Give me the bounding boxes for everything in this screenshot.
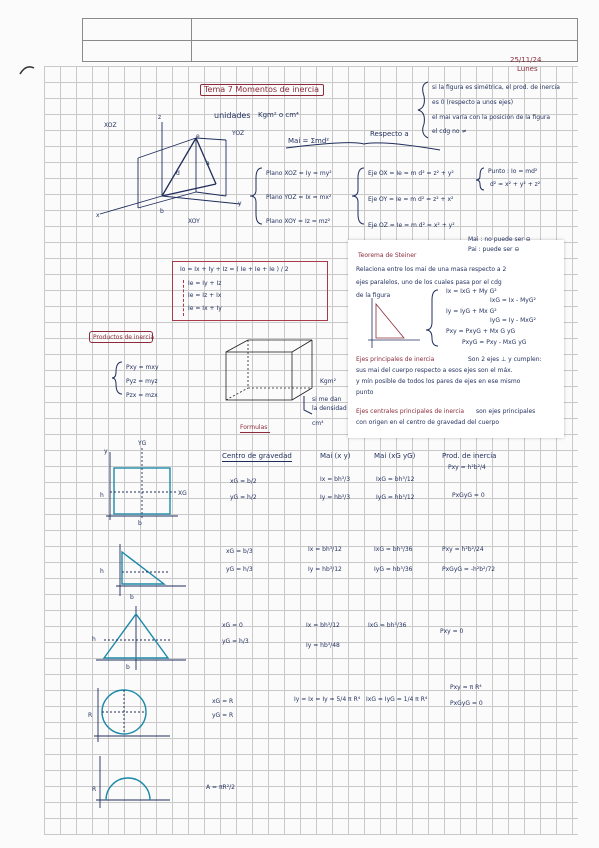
rect-cg-x: xG = b/2: [230, 478, 257, 485]
rect-mai-x: Ix = bh³/3: [320, 476, 351, 483]
mai-negative-note: Mai : no puede ser ⊖: [468, 236, 531, 243]
plane-xoz: Plano XOZ = Iy = my²: [266, 170, 332, 177]
steiner-brace: [426, 290, 438, 346]
itri-cg-x: xG = 0: [222, 622, 243, 629]
fig-label-b: b: [160, 208, 164, 215]
principal-axes-label: Ejes principales de inercia: [356, 356, 435, 363]
rtri-mai-y: Iy = hb³/12: [308, 566, 342, 573]
fig-label-z: z: [158, 114, 162, 121]
respecto-label: Respecto a: [370, 130, 409, 138]
itri-prod-1: Pxy = 0: [440, 628, 464, 635]
note-2: es 0 (respecto a unos ejes): [432, 99, 514, 106]
steiner-figure: [368, 298, 420, 348]
inertia-eq-2: Ie = Iy + Iz: [188, 280, 222, 287]
weekday: Lunes: [517, 65, 538, 73]
table-header-mai: Mai (x y): [320, 452, 351, 460]
steiner-formula-4: IyG = Iy - MxG²: [490, 317, 536, 324]
axis-y: [162, 196, 240, 204]
central-axes-text-2: con origen en el centro de gravedad del cuerpo: [356, 419, 500, 426]
rtri-cg-y: yG = h/3: [226, 566, 253, 573]
rtri-mai-x: Ix = bh³/12: [308, 546, 342, 553]
circle-prod-2: PxGyG = 0: [450, 700, 483, 707]
fig-label-e: e: [196, 133, 200, 140]
rtri-cg-x: xG = b/3: [226, 548, 253, 555]
steiner-text-3: de la figura: [356, 292, 391, 299]
product-pxy: Pxy = mxy: [126, 364, 159, 371]
rect-maig-x: IxG = bh³/12: [376, 476, 415, 483]
principal-axes-text-2: sus mai del cuerpo respecto a esos ejes son el máx.: [356, 367, 513, 374]
itri-mai-x: Ix = bh³/12: [306, 622, 340, 629]
box-units: Kgm²: [320, 378, 336, 385]
fig-label-y: y: [238, 200, 242, 207]
semicircle-figure: [96, 756, 170, 808]
rtri-label-h: h: [100, 568, 104, 575]
plane-xoy: Plano XOY = Iz = mz²: [266, 218, 331, 225]
product-pyz: Pyz = myz: [126, 378, 158, 385]
rect-cg-y: yG = h/2: [230, 494, 257, 501]
rect-mai-y: Iy = hb³/3: [320, 494, 351, 501]
itri-cg-y: yG = h/3: [222, 638, 249, 645]
point-brace: [476, 168, 484, 190]
fig-label-xoy: XOY: [188, 218, 200, 225]
axes-brace: [352, 168, 364, 224]
steiner-formula-2: IxG = Ix - MyG²: [490, 297, 536, 304]
note-4: el cdg no ≠: [432, 128, 467, 135]
rect-maig-y: IyG = hb³/12: [376, 494, 415, 501]
rect-label-xg: XG: [178, 490, 187, 497]
axis-x: [100, 196, 162, 214]
circle-mai: Iy = Ix = Iy = 5/4 π R⁴: [294, 696, 361, 703]
respecto-brace: [286, 143, 440, 150]
inertia-eq-3: Ie = Iz + Ix: [188, 292, 222, 299]
fig-label-xoz: XOZ: [104, 122, 117, 129]
fig-label-a: a: [206, 160, 210, 167]
isosceles-triangle-figure: [96, 606, 186, 670]
note-1: si la figura es simétrica, el prod. de inercia: [432, 84, 560, 91]
principal-axes-text-3: y mín posible de todos los pares de ejes en ese mismo: [356, 378, 521, 385]
principal-axes-text-1: Son 2 ejes ⊥ y cumplen:: [468, 356, 542, 363]
itri-maig-x: IxG = bh³/36: [368, 622, 407, 629]
circle-cg-x: xG = R: [212, 698, 234, 705]
central-axes-text-1: son ejes principales: [476, 408, 536, 415]
rect-label-h: h: [100, 492, 104, 499]
rectangle-figure: [106, 448, 178, 520]
steiner-formula-1: Ix = IxG + My G²: [446, 288, 497, 295]
principal-axes-text-4: punto: [356, 389, 374, 396]
rtri-maig-x: IxG = bh³/36: [374, 546, 413, 553]
point-formula-2: d² = x² + y² + z²: [490, 181, 541, 188]
fig-label-x: x: [96, 212, 100, 219]
notes-brace: [418, 82, 428, 138]
point-formula-1: Punto : Io = md²: [488, 168, 538, 175]
table-header-prod: Prod. de inercia: [442, 452, 497, 460]
steiner-formula-3: Iy = IyG + Mx G²: [446, 308, 497, 315]
productos-heading: Productos de inercia: [93, 334, 155, 341]
formulas-label: Formulas: [240, 424, 268, 431]
circle-prod-1: Pxy = π R⁴: [450, 684, 482, 691]
itri-label-b: b: [126, 664, 130, 671]
table-header-cg: Centro de gravedad: [222, 452, 292, 460]
pai-negative-note: Pai : puede ser ⊖: [468, 246, 520, 253]
semi-label-r: R: [92, 786, 97, 793]
semicircle-area: A = πR²/2: [206, 784, 235, 791]
circle-label-r: R: [88, 712, 93, 719]
note-3: el mai varía con la posición de la figura: [432, 114, 551, 121]
rect-label-y: y: [104, 448, 108, 455]
axis-oz: Eje OZ = Ie = m d² = x² + y²: [368, 222, 455, 229]
product-brace: [112, 362, 122, 394]
box-note-2: la densidad: [312, 405, 347, 412]
fig-label-d: d: [176, 170, 180, 177]
axis-ox: Eje OX = Ie = m d² = z² + y²: [368, 170, 454, 177]
inertia-eq-1: Io = Ix + Iy + Iz = ( Ie + Ie + Ie ) / 2: [180, 266, 289, 273]
central-axes-label: Ejes centrales principales de inercia: [356, 408, 464, 415]
rtri-maig-y: IyG = hb³/36: [374, 566, 413, 573]
units-label: unidades: [214, 111, 251, 120]
rect-prod-2: PxGyG = 0: [452, 492, 485, 499]
rect-prod-1: Pxy = h²b²/4: [448, 464, 486, 471]
units-value: Kgm² o cm⁴: [258, 111, 299, 119]
inertia-eq-4: Ie = Ix + Iy: [188, 305, 222, 312]
product-pzx: Pzx = mzx: [126, 392, 158, 399]
axis-oy: Eje OY = Ie = m d² = z² + x²: [368, 196, 454, 203]
axes-3d-figure: [100, 122, 240, 214]
circle-figure: [94, 688, 170, 742]
date: 25/11/24: [510, 56, 542, 64]
rect-label-b: b: [138, 520, 142, 527]
steiner-heading: Teorema de Steiner: [358, 252, 417, 259]
table-header-maig: Mai (xG yG): [374, 452, 416, 460]
itri-mai-y: Iy = hb³/48: [306, 642, 340, 649]
steiner-formula-5: Pxy = PxyG + Mx G yG: [446, 328, 516, 335]
steiner-text-1: Relaciona entre los mai de una masa respecto a 2: [356, 266, 507, 273]
rtri-prod-2: PxGyG = -h²b²/72: [442, 566, 496, 573]
density-arrow: [304, 396, 312, 414]
box-note-3: cm⁴: [312, 420, 324, 427]
fig-label-yoz: YOZ: [232, 130, 245, 137]
ring-hole-mark: [20, 67, 34, 74]
circle-maig: IxG = IyG = 1/4 π R⁴: [366, 696, 428, 703]
right-triangle-figure: [116, 544, 186, 596]
rtri-label-b: b: [130, 594, 134, 601]
rect-label-yg: YG: [138, 440, 147, 447]
box-note-1: si me dan: [312, 396, 342, 403]
circle-cg-y: yG = R: [212, 712, 234, 719]
mai-definition: Mai = Σmd²: [288, 137, 330, 145]
page-title: Tema 7 Momentos de inercia: [204, 85, 320, 94]
steiner-text-2: ejes paralelos, uno de los cuales pasa por el cdg: [356, 279, 502, 286]
box-3d-figure: [226, 340, 312, 400]
planes-brace: [250, 168, 262, 224]
plane-yoz: Plano YOZ = Ix = mx²: [266, 194, 332, 201]
itri-label-h: h: [92, 636, 96, 643]
steiner-formula-6: PxyG = Pxy - MxG yG: [462, 339, 527, 346]
rtri-prod-1: Pxy = h²b²/24: [442, 546, 484, 553]
